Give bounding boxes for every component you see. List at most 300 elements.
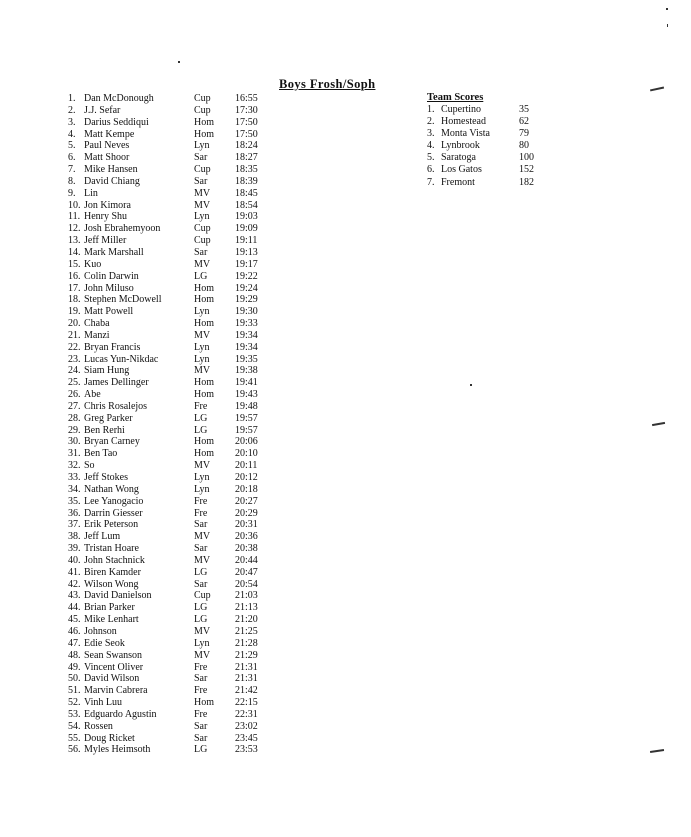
- runner-team: Hom: [194, 436, 214, 448]
- runner-time: 20:12: [235, 472, 258, 483]
- runner-time: 20:10: [235, 448, 258, 460]
- result-row: [68, 318, 278, 330]
- result-row: [68, 425, 278, 437]
- runner-name: James Dellinger: [84, 377, 149, 389]
- result-place: 33.: [68, 472, 81, 483]
- result-row: [68, 543, 278, 555]
- result-place: 16.: [68, 270, 81, 282]
- runner-time: 16:55: [235, 93, 258, 104]
- runner-team: MV: [194, 554, 211, 566]
- runner-name: Chris Rosalejos: [84, 400, 148, 412]
- runner-name: Colin Darwin: [84, 270, 139, 282]
- runner-team: Cup: [194, 223, 211, 235]
- runner-name: Mike Lenhart: [84, 614, 139, 626]
- runner-team: Cup: [194, 235, 211, 247]
- result-place: 39.: [68, 543, 81, 555]
- result-place: 14.: [68, 246, 81, 258]
- runner-name: Chaba: [84, 318, 110, 330]
- result-row: [68, 389, 278, 401]
- result-row: [68, 140, 278, 152]
- runner-name: Myles Heimsoth: [84, 744, 151, 756]
- runner-team: Lyn: [194, 211, 210, 223]
- runner-team: Lyn: [194, 306, 210, 318]
- result-place: 42.: [68, 578, 81, 590]
- result-row: [68, 448, 278, 460]
- result-place: 21.: [68, 329, 81, 341]
- result-place: 3.: [68, 116, 76, 128]
- runner-team: MV: [194, 187, 211, 199]
- team-place: 6.: [427, 164, 435, 176]
- team-name: Homestead: [441, 116, 486, 128]
- runner-name: Vincent Oliver: [84, 661, 144, 673]
- runner-team: MV: [194, 365, 211, 377]
- team-score-row: [427, 104, 557, 116]
- result-place: 29.: [68, 424, 81, 436]
- team-name: Lynbrook: [441, 140, 480, 152]
- runner-team: Cup: [194, 104, 211, 116]
- result-place: 35.: [68, 495, 81, 507]
- runner-team: Sar: [194, 519, 208, 531]
- result-row: [68, 283, 278, 295]
- result-row: [68, 531, 278, 543]
- result-row: [68, 259, 278, 271]
- runner-team: MV: [194, 625, 211, 637]
- runner-name: Rossen: [84, 720, 113, 732]
- result-place: 24.: [68, 365, 81, 377]
- result-row: [68, 496, 278, 508]
- result-place: 51.: [68, 685, 81, 697]
- runner-time: 21:31: [235, 661, 258, 673]
- runner-time: 20:27: [235, 495, 258, 507]
- runner-team: MV: [194, 531, 211, 543]
- runner-time: 17:50: [235, 116, 258, 128]
- runner-name: Vinh Luu: [84, 697, 123, 709]
- result-place: 8.: [68, 175, 76, 187]
- runner-name: Darrin Giesser: [84, 507, 143, 519]
- result-row: [68, 129, 278, 141]
- result-place: 38.: [68, 531, 81, 543]
- runner-time: 23:45: [235, 732, 258, 744]
- runner-name: Lee Yanogacio: [84, 495, 144, 507]
- runner-name: David Chiang: [84, 175, 140, 187]
- result-place: 5.: [68, 140, 76, 152]
- result-place: 28.: [68, 412, 81, 424]
- runner-name: Jeff Lum: [84, 531, 121, 543]
- runner-name: Siam Hung: [84, 365, 130, 377]
- runner-name: Darius Seddiqui: [84, 116, 149, 128]
- runner-team: MV: [194, 199, 211, 211]
- result-row: [68, 602, 278, 614]
- team-score-row: [427, 164, 557, 176]
- result-place: 2.: [68, 104, 76, 116]
- runner-name: Tristan Hoare: [84, 543, 139, 555]
- result-row: [68, 200, 278, 212]
- result-row: [68, 638, 278, 650]
- runner-time: 21:42: [235, 685, 258, 697]
- runner-name: Bryan Carney: [84, 436, 140, 448]
- result-place: 43.: [68, 590, 81, 602]
- runner-time: 20:54: [235, 578, 258, 590]
- result-row: [68, 401, 278, 413]
- runner-name: Edguardo Agustin: [84, 708, 157, 720]
- result-row: [68, 662, 278, 674]
- result-row: [68, 105, 278, 117]
- scan-mark: [650, 749, 664, 752]
- team-score-row: [427, 116, 557, 128]
- result-place: 10.: [68, 199, 81, 211]
- runner-team: Hom: [194, 116, 214, 128]
- runner-team: Sar: [194, 246, 208, 258]
- runner-time: 20:47: [235, 566, 258, 578]
- result-row: [68, 152, 278, 164]
- runner-time: 19:22: [235, 270, 258, 282]
- result-row: [68, 365, 278, 377]
- runner-time: 20:38: [235, 543, 258, 555]
- result-row: [68, 590, 278, 602]
- result-row: [68, 685, 278, 697]
- result-place: 23.: [68, 353, 81, 365]
- runner-team: LG: [194, 424, 208, 436]
- runner-team: LG: [194, 412, 208, 424]
- result-row: [68, 211, 278, 223]
- runner-name: Kuo: [84, 258, 102, 270]
- runner-time: 19:13: [235, 246, 258, 258]
- team-name: Monta Vista: [441, 128, 490, 140]
- runner-team: MV: [194, 329, 211, 341]
- runner-time: 19:03: [235, 211, 258, 223]
- runner-time: 19:30: [235, 306, 258, 318]
- team-place: 4.: [427, 140, 435, 152]
- runner-name: David Danielson: [84, 590, 152, 602]
- result-place: 40.: [68, 554, 81, 566]
- runner-name: Nathan Wong: [84, 483, 139, 495]
- scan-mark: [666, 8, 668, 10]
- result-place: 22.: [68, 341, 81, 353]
- runner-time: 21:03: [235, 590, 258, 602]
- runner-team: Lyn: [194, 341, 210, 353]
- runner-team: Cup: [194, 164, 211, 176]
- runner-team: Fre: [194, 400, 208, 412]
- team-name: Los Gatos: [441, 164, 482, 176]
- runner-team: MV: [194, 258, 211, 270]
- result-row: [68, 508, 278, 520]
- runner-time: 17:50: [235, 128, 258, 140]
- runner-team: Hom: [194, 389, 214, 401]
- result-row: [68, 93, 278, 105]
- runner-name: J.J. Sefar: [84, 104, 121, 116]
- result-place: 54.: [68, 720, 81, 732]
- result-place: 6.: [68, 152, 76, 164]
- runner-team: Hom: [194, 282, 214, 294]
- result-place: 19.: [68, 306, 81, 318]
- team-place: 5.: [427, 152, 435, 164]
- team-name: Fremont: [441, 176, 475, 188]
- runner-team: LG: [194, 270, 208, 282]
- result-row: [68, 377, 278, 389]
- runner-team: Lyn: [194, 483, 210, 495]
- result-place: 18.: [68, 294, 81, 306]
- runner-team: Sar: [194, 543, 208, 555]
- runner-time: 19:48: [235, 400, 258, 412]
- result-place: 12.: [68, 223, 81, 235]
- result-place: 32.: [68, 460, 81, 472]
- runner-time: 19:17: [235, 258, 258, 270]
- result-row: [68, 721, 278, 733]
- runner-team: Cup: [194, 590, 211, 602]
- team-score-row: [427, 128, 557, 140]
- runner-name: Doug Ricket: [84, 732, 135, 744]
- result-row: [68, 626, 278, 638]
- runner-name: Lucas Yun-Nikdac: [84, 353, 159, 365]
- runner-name: Johnson: [84, 625, 117, 637]
- runner-time: 19:33: [235, 318, 258, 330]
- team-points: 62: [519, 116, 529, 128]
- runner-name: So: [84, 460, 95, 472]
- runner-time: 19:29: [235, 294, 258, 306]
- runner-time: 21:13: [235, 602, 258, 614]
- team-points: 182: [519, 176, 534, 188]
- result-place: 20.: [68, 318, 81, 330]
- runner-team: Fre: [194, 661, 208, 673]
- team-points: 80: [519, 140, 529, 152]
- result-place: 31.: [68, 448, 81, 460]
- runner-name: Biren Kamder: [84, 566, 141, 578]
- result-place: 52.: [68, 697, 81, 709]
- result-place: 11.: [68, 211, 81, 223]
- result-row: [68, 673, 278, 685]
- runner-name: Lin: [84, 187, 98, 199]
- runner-name: Henry Shu: [84, 211, 128, 223]
- result-row: [68, 306, 278, 318]
- team-name: Saratoga: [441, 152, 476, 164]
- result-place: 1.: [68, 93, 76, 104]
- runner-team: LG: [194, 614, 208, 626]
- runner-team: Hom: [194, 318, 214, 330]
- runner-name: Greg Parker: [84, 412, 133, 424]
- result-place: 50.: [68, 673, 81, 685]
- runner-name: Matt Powell: [84, 306, 134, 318]
- result-place: 55.: [68, 732, 81, 744]
- result-place: 56.: [68, 744, 81, 756]
- result-place: 46.: [68, 625, 81, 637]
- result-row: [68, 247, 278, 259]
- runner-time: 17:30: [235, 104, 258, 116]
- runner-time: 19:35: [235, 353, 258, 365]
- runner-time: 21:28: [235, 637, 258, 649]
- runner-name: Sean Swanson: [84, 649, 143, 661]
- runner-name: Dan McDonough: [84, 93, 154, 104]
- page-title: Boys Frosh/Soph: [279, 77, 376, 91]
- result-row: [68, 117, 278, 129]
- runner-team: LG: [194, 602, 208, 614]
- runner-time: 19:38: [235, 365, 258, 377]
- runner-team: Sar: [194, 578, 208, 590]
- result-place: 34.: [68, 483, 81, 495]
- result-row: [68, 650, 278, 662]
- result-row: [68, 484, 278, 496]
- runner-name: Brian Parker: [84, 602, 135, 614]
- result-place: 44.: [68, 602, 81, 614]
- runner-team: Fre: [194, 495, 208, 507]
- runner-name: Manzi: [84, 329, 110, 341]
- runner-time: 20:44: [235, 554, 258, 566]
- result-row: [68, 436, 278, 448]
- result-place: 49.: [68, 661, 81, 673]
- team-points: 79: [519, 128, 529, 140]
- result-place: 41.: [68, 566, 81, 578]
- result-row: [68, 342, 278, 354]
- result-row: [68, 164, 278, 176]
- runner-time: 19:11: [235, 235, 258, 247]
- runner-name: John Stachnick: [84, 554, 145, 566]
- runner-team: Fre: [194, 685, 208, 697]
- result-place: 36.: [68, 507, 81, 519]
- team-place: 7.: [427, 176, 435, 188]
- result-place: 9.: [68, 187, 76, 199]
- runner-team: Sar: [194, 720, 208, 732]
- result-row: [68, 519, 278, 531]
- result-place: 48.: [68, 649, 81, 661]
- runner-name: Jeff Stokes: [84, 472, 128, 483]
- runner-time: 18:27: [235, 152, 258, 164]
- runner-time: 18:35: [235, 164, 258, 176]
- runner-name: Bryan Francis: [84, 341, 141, 353]
- result-row: [68, 294, 278, 306]
- runner-name: Paul Neves: [84, 140, 130, 152]
- runner-name: Ben Tao: [84, 448, 118, 460]
- runner-time: 19:57: [235, 412, 258, 424]
- runner-team: Hom: [194, 377, 214, 389]
- runner-team: Fre: [194, 507, 208, 519]
- runner-name: Mike Hansen: [84, 164, 138, 176]
- runner-time: 19:57: [235, 424, 258, 436]
- runner-name: John Miluso: [84, 282, 134, 294]
- runner-name: Marvin Cabrera: [84, 685, 148, 697]
- runner-time: 18:39: [235, 175, 258, 187]
- result-row: [68, 614, 278, 626]
- team-score-row: [427, 177, 557, 189]
- runner-time: 23:53: [235, 744, 258, 756]
- runner-time: 18:24: [235, 140, 258, 152]
- runner-name: Ben Rerhi: [84, 424, 125, 436]
- runner-time: 19:34: [235, 329, 258, 341]
- runner-team: Sar: [194, 673, 208, 685]
- runner-time: 22:15: [235, 697, 258, 709]
- scan-mark: [667, 24, 668, 27]
- runner-time: 18:45: [235, 187, 258, 199]
- result-place: 37.: [68, 519, 81, 531]
- scan-mark: [470, 384, 472, 386]
- runner-name: David Wilson: [84, 673, 140, 685]
- runner-team: Fre: [194, 708, 208, 720]
- result-row: [68, 235, 278, 247]
- runner-time: 19:09: [235, 223, 258, 235]
- runner-time: 21:25: [235, 625, 258, 637]
- result-place: 13.: [68, 235, 81, 247]
- runner-name: Edie Seok: [84, 637, 125, 649]
- runner-team: Hom: [194, 448, 214, 460]
- runner-name: Jeff Miller: [84, 235, 127, 247]
- team-points: 35: [519, 104, 529, 115]
- team-points: 152: [519, 164, 534, 176]
- runner-name: Stephen McDowell: [84, 294, 162, 306]
- result-place: 17.: [68, 282, 81, 294]
- team-place: 1.: [427, 104, 435, 115]
- runner-time: 18:54: [235, 199, 258, 211]
- team-place: 2.: [427, 116, 435, 128]
- result-place: 27.: [68, 400, 81, 412]
- result-place: 45.: [68, 614, 81, 626]
- runner-time: 20:29: [235, 507, 258, 519]
- result-row: [68, 188, 278, 200]
- result-row: [68, 555, 278, 567]
- runner-team: Hom: [194, 294, 214, 306]
- runner-team: LG: [194, 566, 208, 578]
- result-row: [68, 744, 278, 756]
- results-list: [68, 93, 278, 756]
- result-row: [68, 413, 278, 425]
- runner-name: Mark Marshall: [84, 246, 144, 258]
- runner-team: Sar: [194, 732, 208, 744]
- team-place: 3.: [427, 128, 435, 140]
- runner-name: Abe: [84, 389, 101, 401]
- runner-time: 20:18: [235, 483, 258, 495]
- runner-team: Cup: [194, 93, 211, 104]
- runner-time: 20:06: [235, 436, 258, 448]
- runner-team: Lyn: [194, 637, 210, 649]
- result-row: [68, 271, 278, 283]
- result-row: [68, 567, 278, 579]
- scan-mark: [650, 87, 664, 91]
- result-place: 30.: [68, 436, 81, 448]
- runner-time: 19:43: [235, 389, 258, 401]
- runner-name: Matt Shoor: [84, 152, 130, 164]
- runner-time: 21:20: [235, 614, 258, 626]
- result-place: 4.: [68, 128, 76, 140]
- runner-name: Josh Ebrahemyoon: [84, 223, 161, 235]
- runner-time: 21:31: [235, 673, 258, 685]
- runner-time: 19:34: [235, 341, 258, 353]
- runner-team: MV: [194, 649, 211, 661]
- result-row: [68, 733, 278, 745]
- runner-time: 19:41: [235, 377, 258, 389]
- result-row: [68, 354, 278, 366]
- runner-time: 20:36: [235, 531, 258, 543]
- runner-team: Sar: [194, 152, 208, 164]
- result-row: [68, 697, 278, 709]
- runner-time: 21:29: [235, 649, 258, 661]
- runner-team: Lyn: [194, 472, 210, 483]
- result-place: 25.: [68, 377, 81, 389]
- result-place: 47.: [68, 637, 81, 649]
- team-score-row: [427, 140, 557, 152]
- runner-team: Hom: [194, 697, 214, 709]
- runner-time: 20:31: [235, 519, 258, 531]
- result-place: 7.: [68, 164, 76, 176]
- result-place: 15.: [68, 258, 81, 270]
- runner-team: Sar: [194, 175, 208, 187]
- scan-mark: [178, 61, 180, 63]
- runner-team: Hom: [194, 128, 214, 140]
- result-row: [68, 460, 278, 472]
- runner-team: LG: [194, 744, 208, 756]
- team-scores-list: [427, 104, 557, 189]
- team-name: Cupertino: [441, 104, 481, 115]
- runner-team: Lyn: [194, 353, 210, 365]
- result-row: [68, 176, 278, 188]
- team-points: 100: [519, 152, 534, 164]
- runner-time: 23:02: [235, 720, 258, 732]
